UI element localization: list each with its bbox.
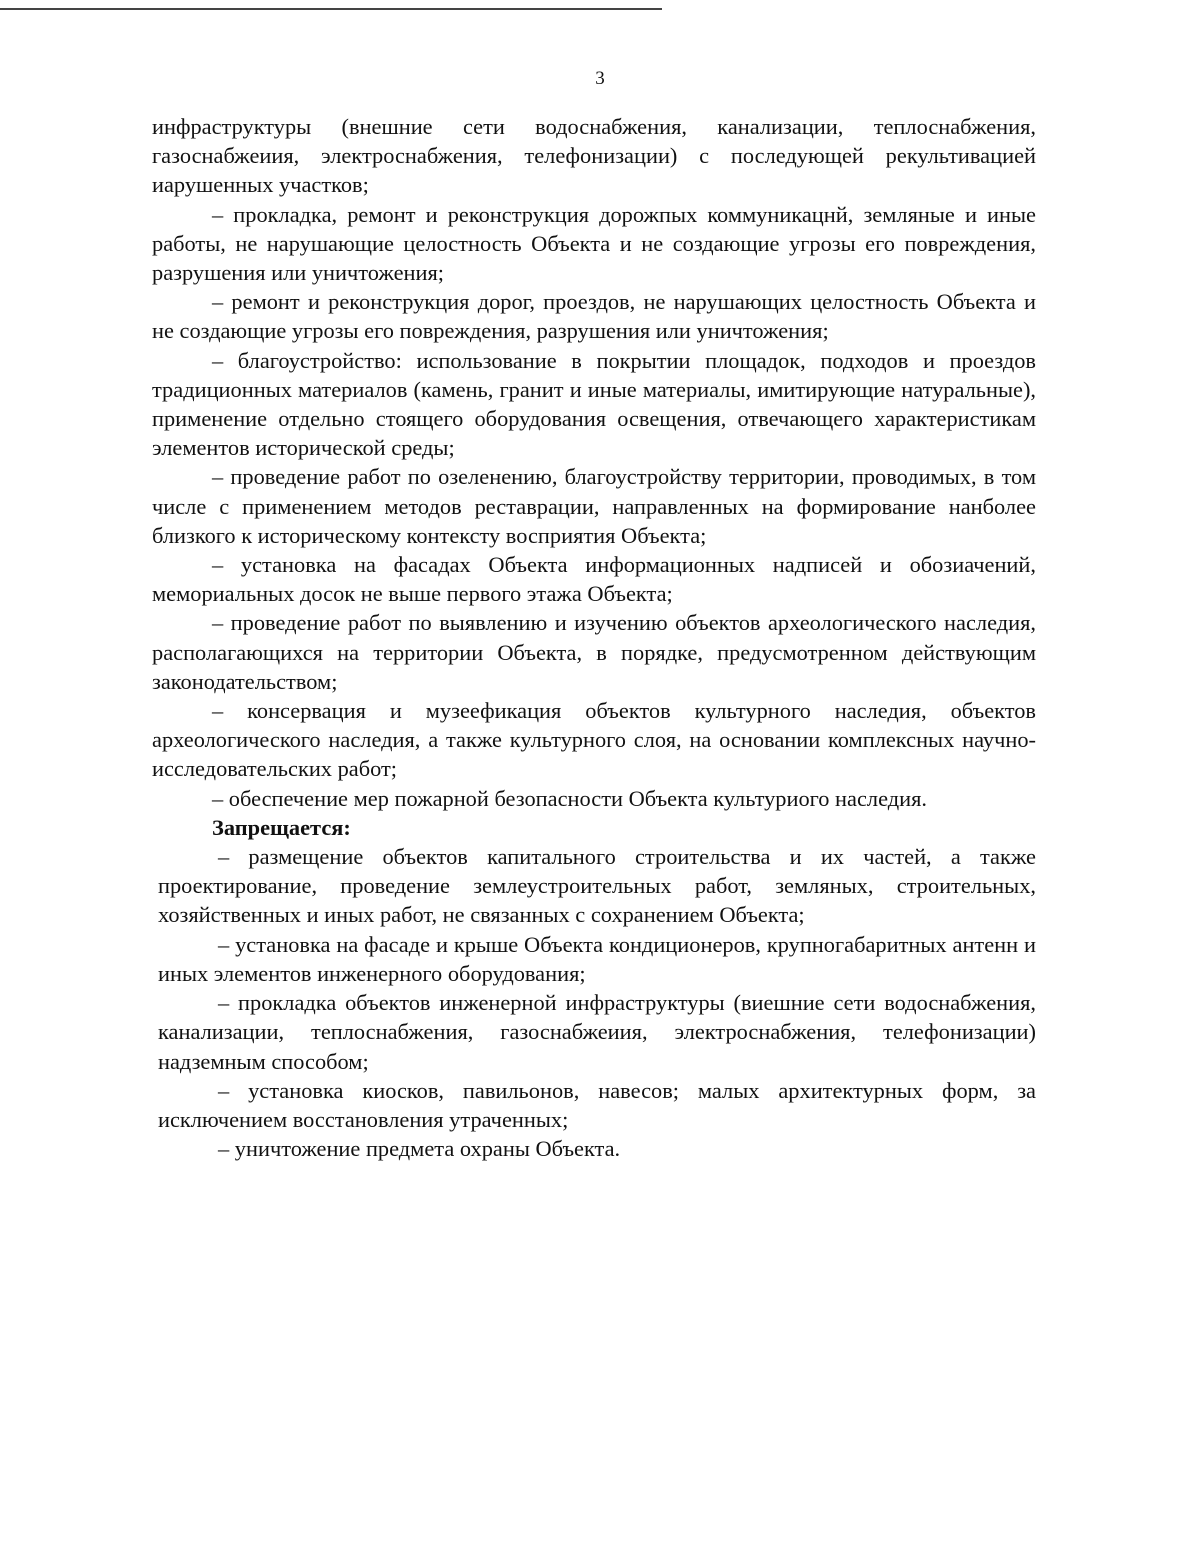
paragraph-signage: – установка на фасадах Объекта информационных надписей и обозиачений, мемориальных досок не выше первого этажа Объекта; (152, 552, 1036, 607)
prohibited-item-overhead-utilities: – прокладка объектов инженерной инфраструктуры (виешние сети водоснабжения, канализации, теплоснабжения, газоснабжеиия, электроснабжения, телефонизации) надземным способом; (158, 990, 1036, 1074)
paragraph-road-communications: – прокладка, ремонт и реконструкция дорожпых коммуникацнй, земляные и иные работы, не нарушающие целостность Объекта и не создающие угрозы его повреждения, разрушения или уничтожения; (152, 201, 1036, 286)
prohibited-item-kiosks: – установка киосков, павильонов, навесов; малых архитектурных форм, за исключением восстановления утраченных; (158, 1077, 1036, 1132)
paragraph-infrastructure-continued: инфраструктуры (внешние сети водоснабжения, канализации, теплоснабжения, газоснабжеиия, электроснабжения, телефонизации) с последующей рекультивацией иарушенных участков; (152, 114, 1036, 198)
paragraph-conservation: – консервация и музеефикация объектов культурного наследия, объектов археологического наследия, а также культурного слоя, на основании комплексных научно-исследовательских работ; (152, 698, 1036, 782)
paragraph-archaeology: – проведение работ по выявлению и изучению объектов археологического наследия, располагающихся на территории Объекта, в порядке, предусмотренном действующим законодательством; (152, 610, 1036, 694)
document-body (152, 112, 1036, 1163)
paragraph-greening: – проведение работ по озеленению, благоустройству территории, проводимых, в том числе с применением методов реставрации, направленных на формирование нанболее близкого к историческому контексту восприятия Объекта; (152, 464, 1036, 548)
scan-edge-line (0, 8, 662, 10)
prohibited-item-air-conditioners: – установка на фасаде и крыше Объекта кондиционеров, крупногабаритных антенн и иных элементов инженерного оборудования; (158, 931, 1036, 986)
paragraph-road-repair: – ремонт и реконструкция дорог, проездов, не нарушающих целостность Объекта и не создающие угрозы его повреждения, разрушения или уничтожения; (152, 289, 1036, 344)
paragraph-fire-safety: – обеспечение мер пожарной безопасности Объекта культуриого наследия. (212, 785, 928, 811)
page-number: 3 (595, 68, 605, 89)
section-heading-prohibited: Запрещается: (212, 814, 351, 840)
prohibited-item-construction: – размещение объектов капитального строительства и их частей, а также проектирование, проведение землеустроительных работ, земляных, строительных, хозяйственных и иных работ, не связанных с сохранением Объекта; (158, 844, 1036, 928)
prohibited-item-destruction: – уничтожение предмета охраны Объекта. (218, 1136, 621, 1162)
paragraph-landscaping: – благоустройство: использование в покрытии площадок, подходов и проездов традиционных материалов (камень, гранит и иные материалы, имитирующие натуральные), применение отдельно стоящего оборудования освещения, отвечающего характеристикам элементов исторической среды; (152, 347, 1036, 461)
